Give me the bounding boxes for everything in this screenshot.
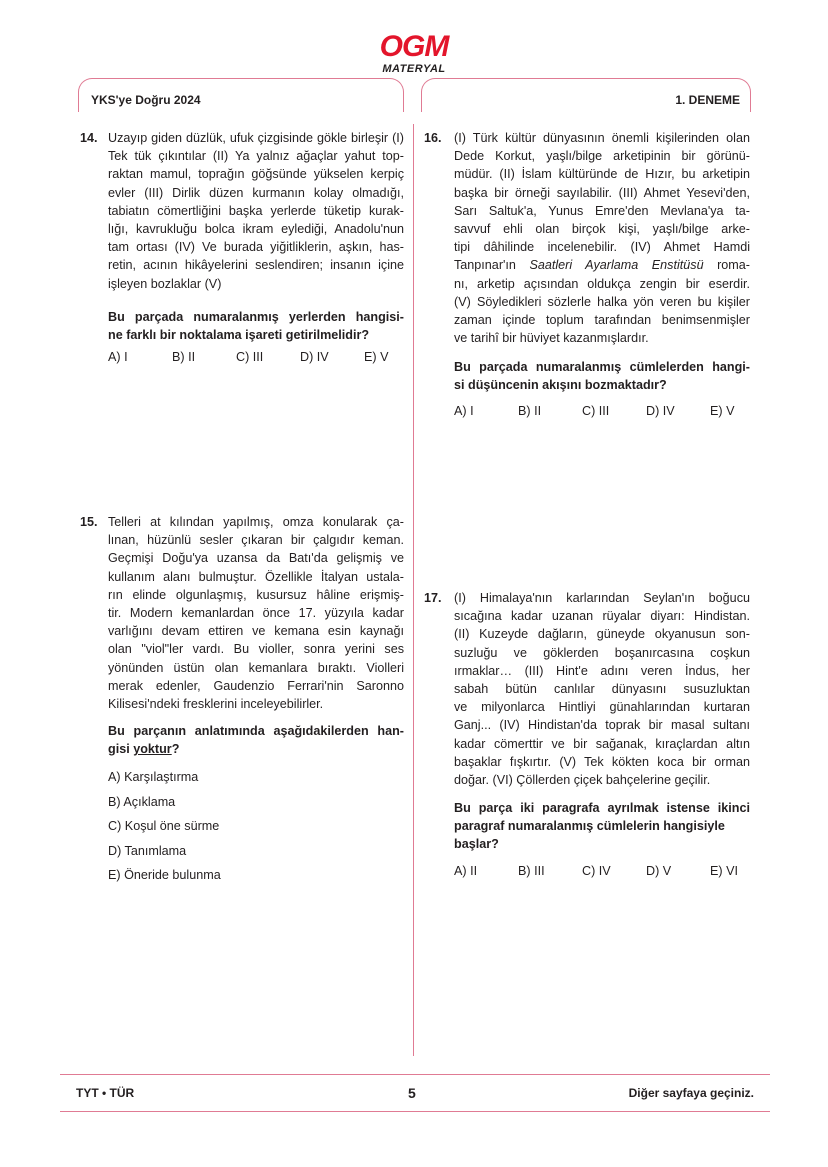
passage-line: merak edenler, Gaudenzio Ferrari'nin Saronno xyxy=(108,678,404,693)
passage-line: nı, arketip açısından oldukça zengin bir eserdir. xyxy=(454,276,750,291)
passage-text: roma- xyxy=(703,258,750,273)
passage-line: (II) Kuzeyde dağların, güneyde okyanusun son- xyxy=(454,627,750,642)
answer-option[interactable]: E) V xyxy=(710,404,735,418)
question-14-passage xyxy=(108,129,404,293)
passage-line: Kilisesi'ndeki fresklerini inceleyebilirler. xyxy=(108,697,324,712)
question-16-stem xyxy=(454,358,750,394)
question-number: 15. xyxy=(80,515,98,529)
answer-option[interactable]: C) III xyxy=(236,350,264,364)
footer-bottom-rule xyxy=(60,1111,770,1112)
question-17-stem xyxy=(454,799,750,854)
passage-line: varlığını devam ettiren ve kemana esin kaynağı xyxy=(108,624,404,639)
exam-series-title: YKS'ye Doğru 2024 xyxy=(91,93,201,107)
answer-option[interactable]: A) I xyxy=(108,350,128,364)
passage-line: tipi dâhilinde incelenebilir. (IV) Ahmet Hamdi xyxy=(454,240,750,255)
question-number: 14. xyxy=(80,131,98,145)
question-15-options xyxy=(108,770,221,893)
answer-option[interactable]: C) IV xyxy=(582,864,611,878)
passage-line: başaklar fışkırtır. (V) Tek kökten koca bir orman xyxy=(454,754,750,769)
answer-option[interactable]: D) IV xyxy=(646,404,675,418)
answer-option[interactable]: E) VI xyxy=(710,864,738,878)
passage-line: raktan mamul, toprağın göğsünde yükselen kerpiç xyxy=(108,167,404,182)
passage-line: yönünden üstün olan kemanlara bıraktı. Violleri xyxy=(108,660,404,675)
question-17-passage xyxy=(454,589,750,789)
logo: OGM xyxy=(379,30,449,63)
footer-next-page-note: Diğer sayfaya geçiniz. xyxy=(628,1086,754,1100)
passage-line: tabiatın cömertliğini başka yerlerde tüketip kurak- xyxy=(108,203,404,218)
answer-option[interactable]: B) Açıklama xyxy=(108,794,176,809)
passage-line xyxy=(454,256,750,274)
passage-line: Ganj... (IV) Hindistan'da toprak bir masal sultanı xyxy=(454,718,750,733)
answer-option[interactable]: A) Karşılaştırma xyxy=(108,770,199,784)
answer-option[interactable]: E) Öneride bulunma xyxy=(108,868,221,882)
passage-line: Geçmişi Doğu'ya uzansa da Batı'da gelişmiş ve xyxy=(108,551,404,566)
passage-line: Sarı Saltuk'a, Yunus Emre'den Mevlana'ya ta- xyxy=(454,203,750,218)
question-number: 16. xyxy=(424,131,442,145)
stem-line: paragraf numaralanmış cümlelerin hangisiyle xyxy=(454,819,725,834)
passage-line: sıcağına kadar uzanan rüyalar diyarı: Hindistan. xyxy=(454,609,750,624)
answer-option[interactable]: C) III xyxy=(582,404,610,418)
stem-line: ne farklı bir noktalama işareti getirilmelidir? xyxy=(108,328,370,343)
answer-option[interactable]: A) II xyxy=(454,864,478,878)
passage-line: olan "viol"ler vardı. Bu violler, sonra yerini ses xyxy=(108,642,404,657)
stem-text: ? xyxy=(171,742,180,757)
footer-top-rule xyxy=(60,1074,770,1075)
passage-line: evler (III) Dirlik düzen kurmanın kolay olmadığı, xyxy=(108,185,404,200)
header-right-box xyxy=(421,78,751,112)
page-number: 5 xyxy=(408,1085,416,1101)
stem-line: Bu parçada numaralanmış cümlelerden hangi- xyxy=(454,360,750,374)
passage-line: suzluğu ve göklerden boşanırcasına coşkun xyxy=(454,645,750,660)
question-14-stem xyxy=(108,308,404,344)
answer-option[interactable]: A) I xyxy=(454,404,474,418)
passage-line: (I) Türk kültür dünyasının önemli kişilerinden olan xyxy=(454,131,750,145)
answer-option[interactable]: D) V xyxy=(646,864,672,878)
stem-line xyxy=(108,740,404,758)
passage-line: müdür. (II) İslam kültüründe de Hızır, bu arketipin xyxy=(454,167,750,182)
answer-option[interactable]: B) II xyxy=(518,404,542,418)
passage-line: Telleri at kılından yapılmış, omza konularak ça- xyxy=(108,515,404,529)
passage-line: (I) Himalaya'nın karlarından Seylan'ın boğucu xyxy=(454,591,750,605)
book-title: Saatleri Ayarlama Enstitüsü xyxy=(529,258,704,273)
passage-line: lığı, kavrukluğu bolca ikram eylediği, Anadolu'nun xyxy=(108,222,404,237)
passage-line: ve milyonlarca Hintliyi günahlarından kurtaran xyxy=(454,700,750,715)
passage-line: tam ortası (IV) Ve burada yiğitliklerin, aşkın, has- xyxy=(108,240,404,255)
stem-text: gisi xyxy=(108,742,134,757)
passage-line: ırmaklar… (III) Hint'e adını veren İndus, her xyxy=(454,663,750,678)
answer-option[interactable]: D) Tanımlama xyxy=(108,843,187,858)
passage-line: retin, acının hikâyelerini seslendiren; insanın içine xyxy=(108,258,404,273)
passage-line: sabah bütün canlılar dünyasını susuzluktan xyxy=(454,682,750,697)
question-16-passage xyxy=(454,129,750,347)
passage-line: Tek tük çıkıntılar (II) Ya yalnız ağaçlar yahut top- xyxy=(108,149,404,164)
passage-line: ve tarihî bir hüviyet kazanmışlardır. xyxy=(454,331,649,346)
passage-line: Uzayıp giden düzlük, ufuk çizgisinde gökle birleşir (I) xyxy=(108,131,404,145)
answer-option[interactable]: B) II xyxy=(172,350,196,364)
answer-option[interactable]: C) Koşul öne sürme xyxy=(108,819,220,833)
answer-option[interactable]: E) V xyxy=(364,350,389,364)
passage-line: başka bir örneği sayılabilir. (III) Ahmet Yesevi'den, xyxy=(454,185,750,200)
exam-number: 1. DENEME xyxy=(675,93,740,107)
passage-line: lınan, hüzünlü sesler çıkaran bir çalgıdır keman. xyxy=(108,533,404,548)
answer-option[interactable]: B) III xyxy=(518,864,545,878)
header-left-box xyxy=(78,78,404,112)
passage-line: Dede Korkut, yaşlı/bilge arketipinin bir görünü- xyxy=(454,149,750,164)
stem-line: Bu parçanın anlatımında aşağıdakilerden han- xyxy=(108,724,404,738)
stem-emphasis: yoktur xyxy=(133,742,172,757)
passage-line: savvuf ehli olan birçok kişi, yaşlı/bilge arke- xyxy=(454,222,750,237)
question-14-options xyxy=(108,350,428,364)
passage-text: Tanpınar'ın xyxy=(454,258,530,273)
passage-line: tir. Modern kemanlardan önce 17. yüzyıla kadar xyxy=(108,606,404,621)
passage-line: (V) Söyledikleri sözlerle halka yön veren bu kişiler xyxy=(454,294,750,309)
passage-line: rın elinde olgunlaşmış, kusursuz hâline erişmiş- xyxy=(108,587,404,602)
passage-line: işleyen bozlaklar (V) xyxy=(108,276,222,291)
stem-line: Bu parça iki paragrafa ayrılmak istense ikinci xyxy=(454,801,750,815)
question-15-stem xyxy=(108,722,404,758)
stem-line: si düşüncenin akışını bozmaktadır? xyxy=(454,378,667,393)
passage-line: doğar. (VI) Çöllerden çiçek bahçelerine geçilir. xyxy=(454,773,711,788)
question-15-passage xyxy=(108,513,404,713)
stem-line: Bu parçada numaralanmış yerlerden hangisi- xyxy=(108,310,404,324)
question-number: 17. xyxy=(424,591,442,605)
logo-subtitle: MATERYAL xyxy=(382,63,446,75)
question-17-options xyxy=(454,864,774,878)
passage-line: kullanım alanı bulmuştur. Özellikle İtalyan ustala- xyxy=(108,569,404,584)
footer-test-name: TYT • TÜR xyxy=(76,1086,135,1100)
answer-option[interactable]: D) IV xyxy=(300,350,329,364)
stem-line: başlar? xyxy=(454,837,499,852)
question-16-options xyxy=(454,404,774,418)
passage-line: zaman içinde toplum tarafından benimsenmişler xyxy=(454,313,750,328)
passage-line: kadar cömerttir ve bir sağanak, kıraçlardan altın xyxy=(454,736,750,751)
column-divider xyxy=(413,124,414,1056)
